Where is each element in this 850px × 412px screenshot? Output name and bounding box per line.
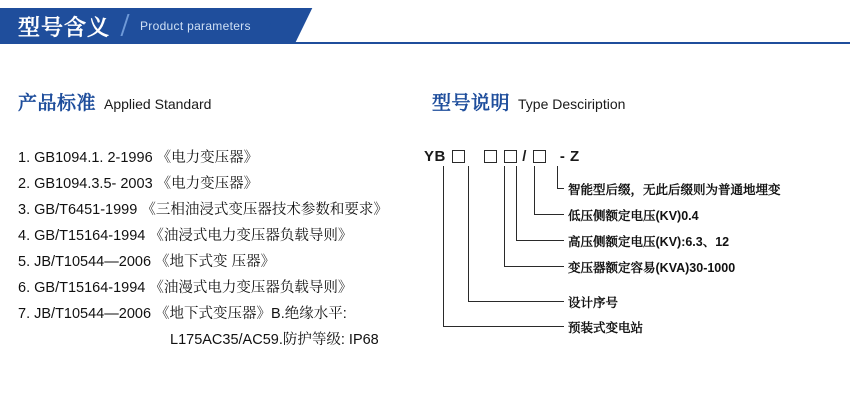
leader-hline-2 <box>534 214 564 215</box>
leader-hline-5 <box>468 301 564 302</box>
note-label-5: 设计序号 <box>568 296 619 310</box>
section-title-cn: 型号说明 <box>432 93 511 114</box>
page-subtitle: Product parameters <box>140 19 251 33</box>
leader-hline-6 <box>443 326 564 327</box>
leader-vline-2 <box>534 166 535 214</box>
code-separator-slash: / <box>522 148 527 165</box>
list-item-continuation: L175AC35/AC59.防护等级: IP68 <box>170 332 379 348</box>
header-underline <box>0 42 850 44</box>
leader-vline-3 <box>516 166 517 240</box>
list-item: 4. GB/T15164-1994 《油浸式电力变压器负载导则》 <box>18 228 353 244</box>
code-slot-4 <box>533 150 546 163</box>
note-label-4: 变压器额定容易(KVA)30-1000 <box>568 261 736 275</box>
note-label-1: 智能型后缀，无此后缀则为普通地埋变 <box>568 183 781 197</box>
list-item: 5. JB/T10544—2006 《地下式变 压器》 <box>18 254 276 270</box>
code-slot-3 <box>504 150 517 163</box>
section-title-en: Applied Standard <box>104 96 212 112</box>
list-item: 6. GB/T15164-1994 《油漫式电力变压器负载导则》 <box>18 280 353 296</box>
note-label-2: 低压侧额定电压(KV)0.4 <box>568 209 699 223</box>
list-item: 2. GB1094.3.5- 2003 《电力变压器》 <box>18 176 259 192</box>
section-title-type-description <box>432 88 625 115</box>
code-slot-1 <box>452 150 465 163</box>
page-title: 型号含义 <box>18 15 111 40</box>
leader-vline-6 <box>443 166 444 326</box>
leader-hline-1 <box>557 188 564 189</box>
leader-vline-1 <box>557 166 558 188</box>
leader-hline-3 <box>516 240 564 241</box>
section-title-cn: 产品标准 <box>18 93 97 114</box>
leader-hline-4 <box>504 266 564 267</box>
list-item: 3. GB/T6451-1999 《三相油浸式变压器技术参数和要求》 <box>18 202 388 218</box>
list-item: 1. GB1094.1. 2-1996 《电力变压器》 <box>18 150 259 166</box>
section-title-en: Type Desciription <box>518 96 626 112</box>
applied-standard-list <box>18 145 428 353</box>
type-code-suffix: - Z <box>559 148 580 165</box>
note-label-3: 高压侧额定电压(KV):6.3、12 <box>568 235 730 249</box>
type-code-prefix: YB <box>424 148 446 165</box>
page-header <box>0 0 850 48</box>
type-code-diagram <box>424 140 844 390</box>
section-title-applied-standard <box>18 88 211 115</box>
leader-vline-5 <box>468 166 469 301</box>
code-slot-2 <box>484 150 497 163</box>
list-item: 7. JB/T10544—2006 《地下式变压器》B.绝缘水平: <box>18 306 347 322</box>
leader-vline-4 <box>504 166 505 266</box>
note-label-6: 预装式变电站 <box>568 321 644 335</box>
